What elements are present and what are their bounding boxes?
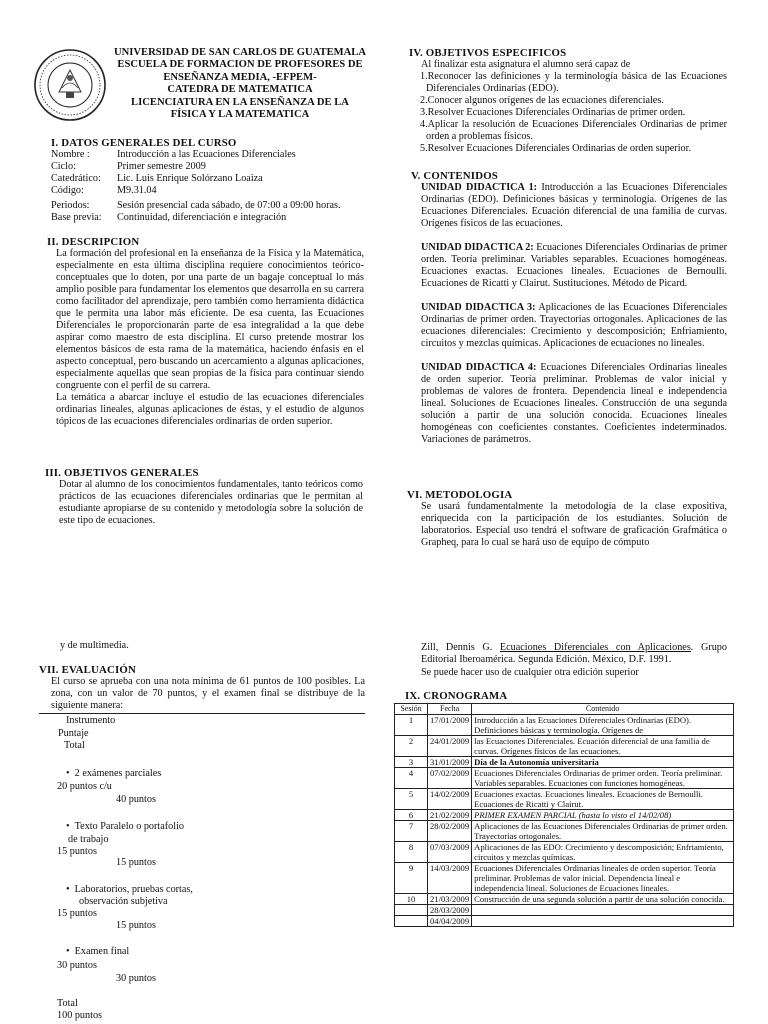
cell-sesion: 4 [395,768,428,789]
data-row [51,173,371,185]
document-header [104,47,376,121]
objetivo-item: 2.Conocer algunos orígenes de las ecuaciones diferenciales. [420,95,664,106]
cell-sesion: 9 [395,863,428,894]
cell-contenido [472,905,734,916]
data-row [51,185,371,197]
header-line: CATEDRA DE MATEMATICA [167,84,313,96]
col-total: Total [64,740,85,751]
bibliography-entry [421,642,727,666]
cell-contenido: Ecuaciones Diferenciales Ordinarias lineales de orden superior. Teoría preliminar. Problemas de valor inicial. Dependencia lineal e independencia lineal. Soluciones de Ecuaciones lineales. [472,863,734,894]
unidad-text: Introducción a las Ecuaciones Diferenciales Ordinarias (EDO). Definiciones básicas y terminología. Orígenes de las Ecuaciones Diferenciales. Ecuación diferencial de una familia de curvas. Orígenes físicos de las ecuaciones. [421,182,727,229]
eval-item-name: Laboratorios, pruebas cortas, [74,884,193,895]
section-contenidos [411,170,727,446]
data-value: Continuidad, diferenciación e integración [117,212,287,223]
cronograma-table-wrap [394,703,734,927]
bullet-icon: • [66,884,70,895]
cell-contenido: Construcción de una segunda solución a partir de una solución conocida. [472,894,734,905]
cell-sesion: 6 [395,810,428,821]
eval-item-name-cont: observación subjetiva [79,896,168,907]
section-title: V. CONTENIDOS [411,170,498,182]
section-title: IX. CRONOGRAMA [405,690,508,702]
section-title: VI. METODOLOGIA [407,489,513,501]
eval-item-name: Examen final [74,946,130,957]
cell-fecha: 31/01/2009 [428,757,472,768]
description-paragraph: La temática a abarcar incluye el estudio de las ecuaciones diferenciales ordinarias lineales, algunas aplicaciones de éstas, y el estudio de algunos tópicos de las ecuaciones diferenciales ordinarias de orden superior. [56,392,364,427]
header-line: UNIVERSIDAD DE SAN CARLOS DE GUATEMALA [113,47,367,58]
eval-item [66,768,161,780]
eval-item [66,946,129,958]
unidad-heading: UNIDAD DIDACTICA 4: [421,362,537,373]
eval-item-total: 15 puntos [116,857,156,868]
objetivo-item: 4.Aplicar la resolución de Ecuaciones Diferenciales Ordinarias de primer orden a problemas físicos. [420,119,727,142]
cell-fecha: 21/03/2009 [428,894,472,905]
data-row [51,161,371,173]
col-instrumento: Instrumento [66,715,116,726]
unidad-didactica [411,362,727,446]
data-row [51,149,371,161]
bib-publisher: . Grupo Editorial Iberoamérica. Segunda Edición. México, D.F. 1991. [421,642,727,665]
unidad-text: Ecuaciones Diferenciales Ordinarias lineales de orden superior. Teoría preliminar. Problemas de valor inicial y problemas de valores de frontera. Dependencia lineal e independencia lineal. Soluciones de Ecuaciones lineales. Construcción de una segunda solución a partir de una solución conocida. Ecuaciones lineales homogéneas con coeficientes constantes. Coeficientes indeterminados. Variaciones de parámetros. [421,362,727,445]
eval-item-points: 30 puntos [57,960,97,971]
cell-sesion: 10 [395,894,428,905]
university-seal-logo [33,48,107,122]
unidad-text: Aplicaciones de las Ecuaciones Diferenciales Ordinarias de primer orden. Trayectorias ortogonales. Aplicaciones de las ecuaciones diferenciales: Crecimiento y descomposición; Enfriamiento, circuitos y mezclas químicas. Aplicaciones de ecuaciones no lineales. [421,302,727,349]
eval-item-name: Texto Paralelo o portafolio [74,821,185,832]
cell-fecha: 24/01/2009 [428,736,472,757]
data-key: Base previa: [51,212,102,223]
cell-contenido: las Ecuaciones Diferenciales. Ecuación diferencial de una familia de curvas. Orígenes físicos de las ecuaciones. [472,736,734,757]
bib-author: Zill, Dennis G. [421,642,500,653]
cell-sesion: 8 [395,842,428,863]
metodologia-paragraph: Se usará fundamentalmente la metodología de la clase expositiva, enriquecida con la participación de los estudiantes. Solución de laboratorios. Especial uso tendrá el software de graficación Grafmática o Grapheq, para lo cual se hará uso de equipo de cómputo [421,501,727,548]
data-key: Periodos: [51,200,90,211]
eval-item-total: 40 puntos [116,794,156,805]
col-puntaje: Puntaje [58,728,89,739]
cell-contenido: Aplicaciones de las EDO: Crecimiento y descomposición; Enfriamiento, circuitos y mezclas químicas. [472,842,734,863]
bullet-icon: • [66,946,70,957]
unidad-didactica [411,182,727,230]
table-row [395,736,734,757]
table-row [395,715,734,736]
cell-sesion: 5 [395,789,428,810]
data-value: Primer semestre 2009 [117,161,206,172]
section-title: I. DATOS GENERALES DEL CURSO [51,137,237,149]
objetivo-item: 1.Reconocer las definiciones y la terminología básica de las Ecuaciones Diferenciales Ordinarias (EDO). [420,71,727,94]
cell-contenido: Día de la Autonomía universitaria [472,757,734,768]
section-title: III. OBJETIVOS GENERALES [45,467,199,479]
cell-fecha: 28/03/2009 [428,905,472,916]
table-row [395,894,734,905]
eval-item-points: 15 puntos [57,908,97,919]
cell-sesion [395,916,428,927]
bullet-icon: • [66,821,70,832]
table-row [395,863,734,894]
section-objetivos-generales [45,467,363,527]
description-paragraph: La formación del profesional en la enseñanza de la Física y la Matemática, especialmente en esta última disciplina requiere conocimientos teórico-conceptuales que lo doten, por una parte de un bagaje conceptual lo más amplio posible para fundamentar los elementos que desarrolla en su carrera como facilitador del aprendizaje, pero también como herramienta didáctica que le permita una labor más eficiente. De esa cuenta, las Ecuaciones Diferenciales le proporcionarán parte de esa integralidad a la que debe aspirar como maestro de esta disciplina. El curso pretende mostrar los elementos básicos de esta rama de la matemática, haciendo énfasis en el aspecto conceptual, pero buscando un acercamiento a algunas aplicaciones, especialmente aquellas que sean propias de la física para continuar siendo congruente con el perfil de su carrera. [56,248,364,391]
cronograma-body [395,715,734,927]
cell-contenido: Ecuaciones exactas. Ecuaciones lineales. Ecuaciones de Bernoulli. Ecuaciones de Ricatti y Clairut. [472,789,734,810]
cell-fecha: 07/03/2009 [428,842,472,863]
objetivo-item: 3.Resolver Ecuaciones Diferenciales Ordinarias de primer orden. [420,107,686,118]
table-header-row [395,704,734,715]
data-value: M9.31.04 [117,185,157,196]
header-fecha: Fecha [428,704,472,715]
eval-item [66,884,193,896]
eval-total-label: Total [57,998,78,1009]
evaluacion-paragraph: El curso se aprueba con una nota mínima de 61 puntos de 100 posibles. La zona, con un valor de 70 puntos, y el examen final se distribuye de la siguiente manera: [39,676,365,714]
section-objetivos-especificos [409,47,727,155]
data-value: Lic. Luis Enrique Solórzano Loaiza [117,173,263,184]
cell-fecha: 04/04/2009 [428,916,472,927]
header-line: FÍSICA Y LA MATEMATICA [170,109,310,121]
cell-sesion: 2 [395,736,428,757]
data-value: Sesión presencial cada sábado, de 07:00 a 09:00 horas. [117,200,341,211]
eval-item-points: 15 puntos [57,846,97,857]
cell-sesion [395,905,428,916]
cell-fecha: 28/02/2009 [428,821,472,842]
section-metodologia [407,489,727,549]
data-key: Nombre : [51,149,90,160]
unidad-heading: UNIDAD DIDACTICA 3: [421,302,536,313]
section-datos-generales [51,137,371,224]
table-row [395,842,734,863]
cell-sesion: 7 [395,821,428,842]
table-row [395,757,734,768]
eval-item-total: 15 puntos [116,920,156,931]
table-row [395,768,734,789]
bullet-icon: • [66,768,70,779]
data-key: Código: [51,185,84,196]
cell-sesion: 1 [395,715,428,736]
bibliography-note: Se puede hacer uso de cualquier otra edición superior [421,667,639,678]
cell-contenido [472,916,734,927]
cell-fecha: 07/02/2009 [428,768,472,789]
section-title: II. DESCRIPCION [47,236,140,248]
objetivo-item: 5.Resolver Ecuaciones Diferenciales Ordinarias de orden superior. [420,143,691,154]
section-title: IV. OBJETIVOS ESPECIFICOS [409,47,567,59]
cell-sesion: 3 [395,757,428,768]
unidad-didactica [411,302,727,350]
table-row [395,821,734,842]
header-contenido: Contenido [472,704,734,715]
cell-contenido: Aplicaciones de las Ecuaciones Diferenciales Ordinarias de primer orden. Trayectorias ortogonales. [472,821,734,842]
cell-fecha: 14/03/2009 [428,863,472,894]
data-value: Introducción a las Ecuaciones Diferenciales [117,149,296,160]
header-line: ENSEÑANZA MEDIA, -EFPEM- [163,71,317,83]
eval-item-points: 20 puntos c/u [57,781,112,792]
metodologia-continuation: y de multimedia. [60,640,129,651]
eval-item-name-cont: de trabajo [68,834,109,845]
table-row [395,916,734,927]
cell-contenido: PRIMER EXAMEN PARCIAL (hasta lo visto el 14/02/08) [472,810,734,821]
bib-book-title: Ecuaciones Diferenciales con Aplicaciones [499,642,691,653]
section-evaluacion [39,664,365,714]
eval-item-name: 2 exámenes parciales [74,768,162,779]
cronograma-table [394,703,734,927]
section-title: VII. EVALUACIÓN [39,664,136,676]
header-line: ESCUELA DE FORMACION DE PROFESORES DE [117,59,363,71]
cell-fecha: 21/02/2009 [428,810,472,821]
data-row [51,200,371,212]
header-sesion: Sesión [395,704,428,715]
data-key: Catedrático: [51,173,101,184]
cell-contenido: Ecuaciones Diferenciales Ordinarias de primer orden. Teoría preliminar. Variables separables. Ecuaciones con funciones homogéneas. [472,768,734,789]
section-descripcion [47,236,364,428]
cell-contenido: Introducción a las Ecuaciones Diferenciales Ordinarias (EDO). Definiciones básicas y terminología. Orígenes de [472,715,734,736]
eval-total-value: 100 puntos [57,1010,102,1021]
table-row [395,810,734,821]
objetivos-generales-paragraph: Dotar al alumno de los conocimientos fundamentales, tanto teóricos como prácticos de las ecuaciones diferenciales ordinarias que le permitan al estudiante apropiarse de su contenido y metodología sobre la solución de este tipo de ecuaciones. [59,479,363,526]
table-row [395,905,734,916]
cell-fecha: 14/02/2009 [428,789,472,810]
unidad-heading: UNIDAD DIDACTICA 1: [421,182,538,193]
unidad-heading: UNIDAD DIDACTICA 2: [421,242,534,253]
eval-item-total: 30 puntos [116,973,156,984]
data-row [51,212,371,224]
header-line: LICENCIATURA EN LA ENSEÑANZA DE LA [131,96,349,108]
unidad-didactica [411,242,727,290]
unidad-text: Ecuaciones Diferenciales Ordinarias de primer orden. Teoría preliminar. Variables separables. Ecuaciones homogéneas. Ecuaciones exactas. Ecuaciones lineales. Ecuaciones de Bernoulli. Ecuaciones de Ricatti y Clairut. Sustituciones. Método de Picard. [421,242,727,289]
objetivos-intro: Al finalizar esta asignatura el alumno será capaz de [421,59,631,70]
data-key: Ciclo: [51,161,76,172]
table-row [395,789,734,810]
cell-fecha: 17/01/2009 [428,715,472,736]
eval-item [66,821,184,833]
